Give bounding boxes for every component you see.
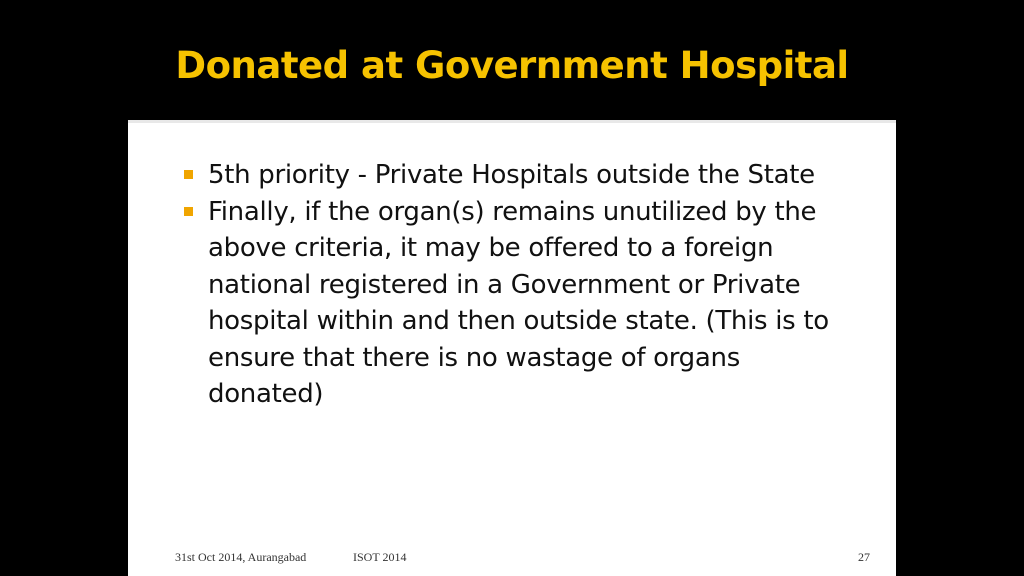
bullet-text: 5th priority - Private Hospitals outside the State	[208, 160, 815, 190]
square-bullet-icon	[184, 207, 193, 216]
bullet-text: Finally, if the organ(s) remains unutilized by the above criteria, it may be offered to a foreign national registered in a Government or Private hospital within and then outside state. (This is to ensure that there is no wastage of organs donated)	[208, 196, 829, 409]
square-bullet-icon	[184, 170, 193, 179]
content-panel	[128, 120, 896, 576]
footer-date-location: 31st Oct 2014, Aurangabad	[175, 550, 307, 564]
slide	[128, 0, 896, 576]
slide-number: 27	[858, 550, 870, 564]
footer-conference: ISOT 2014	[353, 550, 407, 564]
bullet-item	[180, 194, 860, 413]
bullet-list	[180, 157, 860, 413]
slide-title: Donated at Government Hospital	[175, 44, 849, 87]
bullet-item	[180, 157, 860, 194]
